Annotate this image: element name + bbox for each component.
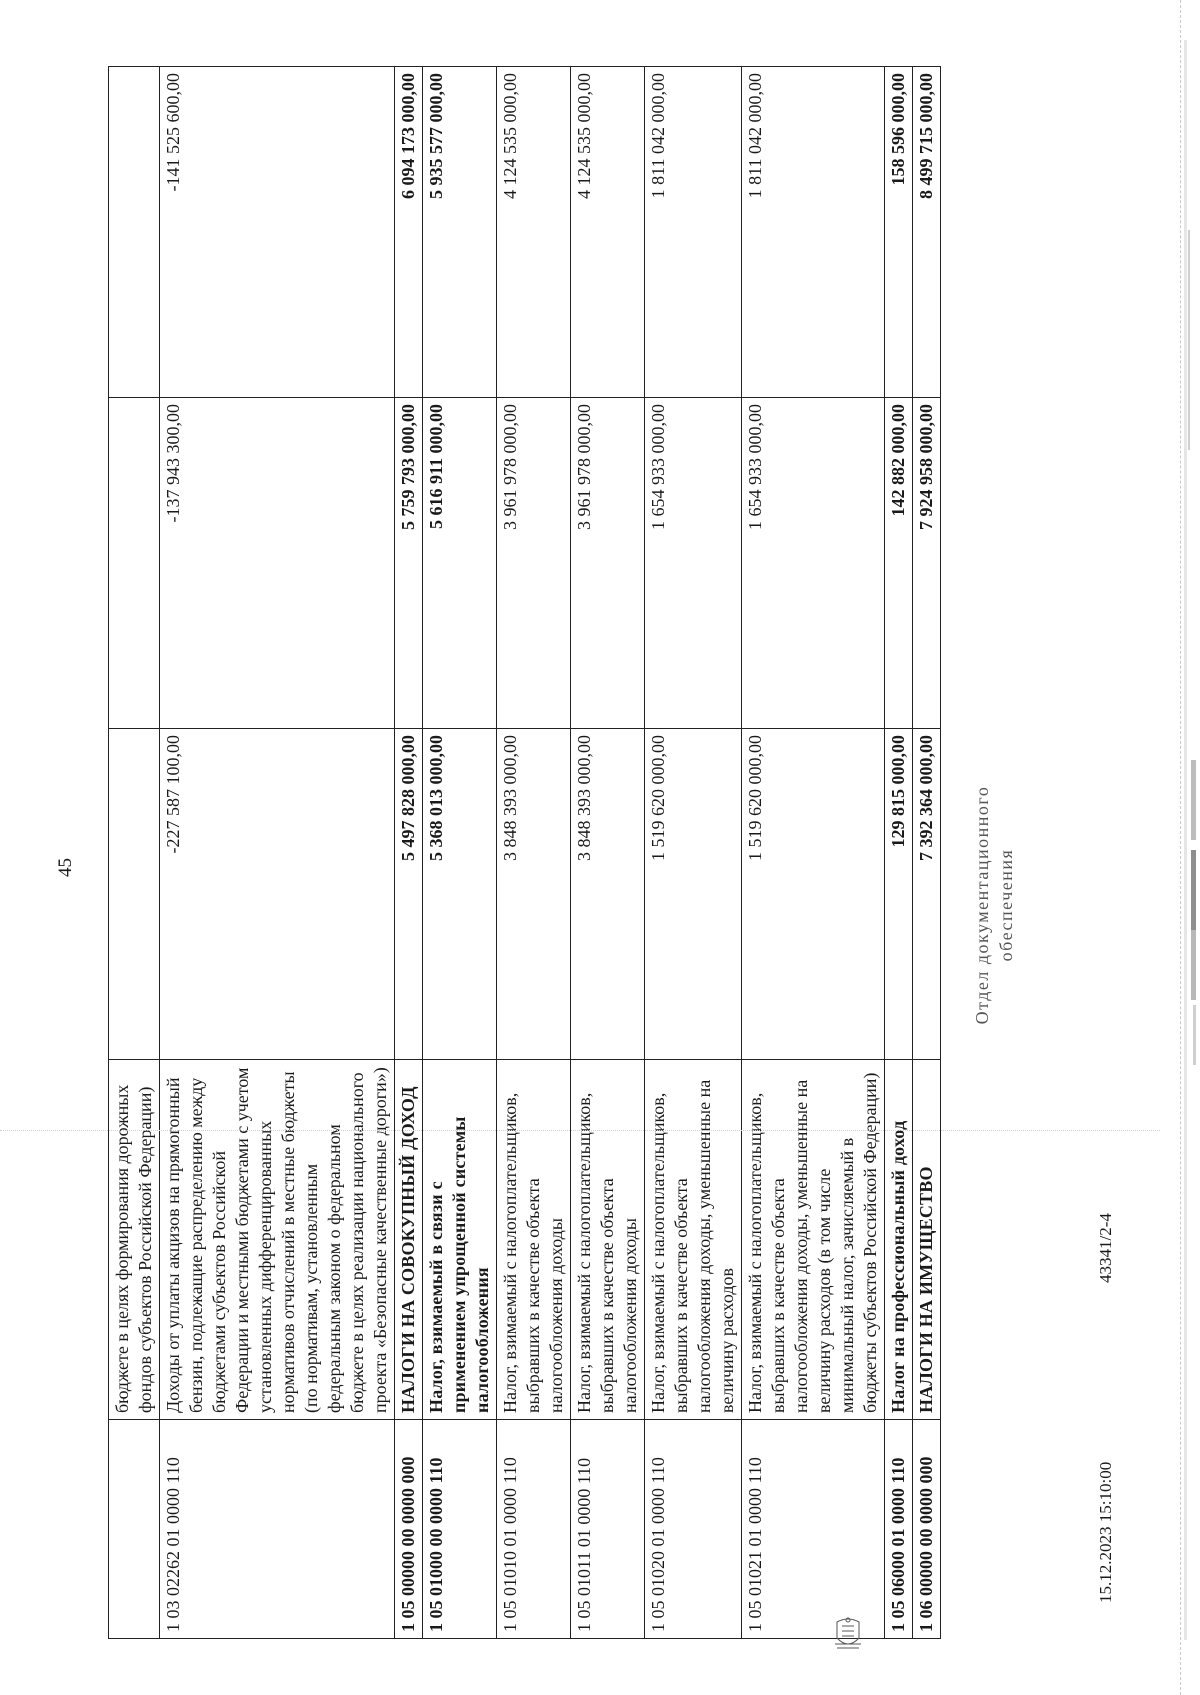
row-value-3: 4 124 535 000,00 — [571, 67, 645, 398]
department-stamp-line2: обеспечения — [996, 848, 1016, 962]
scan-noise-line — [0, 1130, 1160, 1131]
registration-date: 15.12.2023 15:10:00 — [1096, 1461, 1115, 1603]
row-name: Доходы от уплаты акцизов на прямогонный бензин, подлежащие распределению между бюджетами субъектов Российской Федерации и местными бюджетами с учетом установленных дифференцированных нормативов отчислений в местные бюджеты (по нормативам, установленным федеральным законом о федеральном бюджете в целях реализации национального проекта «Безопасные качественные дороги») — [160, 1060, 395, 1420]
row-value-1: 3 848 393 000,00 — [497, 729, 571, 1060]
row-name: НАЛОГИ НА ИМУЩЕСТВО — [913, 1060, 941, 1420]
row-code — [109, 1420, 160, 1639]
row-code: 1 05 01020 01 0000 110 — [645, 1420, 742, 1639]
table-row — [571, 67, 645, 1639]
row-value-2: 3 961 978 000,00 — [571, 398, 645, 729]
row-name: бюджете в целях формирования дорожных фондов субъектов Российской Федерации) — [109, 1060, 160, 1420]
scan-edge-artifact — [1174, 0, 1200, 1695]
row-name: Налог, взимаемый с налогоплательщиков, выбравших в качестве объекта налогообложения доходы — [497, 1060, 571, 1420]
row-value-1 — [109, 729, 160, 1060]
row-value-2 — [109, 398, 160, 729]
table-row-subtotal — [423, 67, 497, 1639]
table-row — [742, 67, 885, 1639]
table-row — [497, 67, 571, 1639]
row-name: Налог на профессиональный доход — [885, 1060, 913, 1420]
row-value-2: 5 616 911 000,00 — [423, 398, 497, 729]
table-row-total — [913, 67, 941, 1639]
row-value-3: 6 094 173 000,00 — [395, 67, 423, 398]
row-value-2: 7 924 958 000,00 — [913, 398, 941, 729]
page-number: 45 — [55, 858, 76, 877]
coat-of-arms-icon — [828, 1617, 868, 1651]
row-value-1: 3 848 393 000,00 — [571, 729, 645, 1060]
row-value-3: 4 124 535 000,00 — [497, 67, 571, 398]
table-row — [160, 67, 395, 1639]
row-code: 1 06 00000 00 0000 000 — [913, 1420, 941, 1639]
row-value-3: 1 811 042 000,00 — [742, 67, 885, 398]
row-value-2: 5 759 793 000,00 — [395, 398, 423, 729]
row-code: 1 05 01021 01 0000 110 — [742, 1420, 885, 1639]
row-value-1: 1 519 620 000,00 — [645, 729, 742, 1060]
row-code: 1 03 02262 01 0000 110 — [160, 1420, 395, 1639]
row-value-2: 142 882 000,00 — [885, 398, 913, 729]
row-value-2: -137 943 300,00 — [160, 398, 395, 729]
department-stamp-line1: Отдел документационного — [972, 785, 992, 1025]
row-value-1: 5 497 828 000,00 — [395, 729, 423, 1060]
row-value-1: -227 587 100,00 — [160, 729, 395, 1060]
row-name: НАЛОГИ НА СОВОКУПНЫЙ ДОХОД — [395, 1060, 423, 1420]
row-name: Налог, взимаемый с налогоплательщиков, выбравших в качестве объекта налогообложения доходы — [571, 1060, 645, 1420]
revenue-table — [108, 66, 941, 1639]
row-code: 1 05 01010 01 0000 110 — [497, 1420, 571, 1639]
row-value-3 — [109, 67, 160, 398]
row-code: 1 05 00000 00 0000 000 — [395, 1420, 423, 1639]
row-value-3: 8 499 715 000,00 — [913, 67, 941, 398]
row-code: 1 05 01011 01 0000 110 — [571, 1420, 645, 1639]
row-value-1: 1 519 620 000,00 — [742, 729, 885, 1060]
row-value-3: 158 596 000,00 — [885, 67, 913, 398]
row-value-3: 1 811 042 000,00 — [645, 67, 742, 398]
row-value-1: 129 815 000,00 — [885, 729, 913, 1060]
registration-number: 43341/2-4 — [1096, 1213, 1115, 1283]
row-code: 1 05 01000 00 0000 110 — [423, 1420, 497, 1639]
row-value-3: 5 935 577 000,00 — [423, 67, 497, 398]
table-row-subtotal — [885, 67, 913, 1639]
row-value-2: 3 961 978 000,00 — [497, 398, 571, 729]
table-row — [645, 67, 742, 1639]
row-value-2: 1 654 933 000,00 — [645, 398, 742, 729]
row-name: Налог, взимаемый с налогоплательщиков, выбравших в качестве объекта налогообложения доходы, уменьшенные на величину расходов — [645, 1060, 742, 1420]
table-row-total — [395, 67, 423, 1639]
table-row — [109, 67, 160, 1639]
row-value-2: 1 654 933 000,00 — [742, 398, 885, 729]
row-value-1: 5 368 013 000,00 — [423, 729, 497, 1060]
row-code: 1 05 06000 01 0000 110 — [885, 1420, 913, 1639]
row-value-1: 7 392 364 000,00 — [913, 729, 941, 1060]
row-value-3: -141 525 600,00 — [160, 67, 395, 398]
row-name: Налог, взимаемый в связи с применением упрощенной системы налогообложения — [423, 1060, 497, 1420]
department-stamp — [970, 765, 1018, 1045]
row-name: Налог, взимаемый с налогоплательщиков, выбравших в качестве объекта налогообложения доходы, уменьшенные на величину расходов (в том числе минимальный налог, зачисляемый в бюджеты субъектов Российской Федерации) — [742, 1060, 885, 1420]
